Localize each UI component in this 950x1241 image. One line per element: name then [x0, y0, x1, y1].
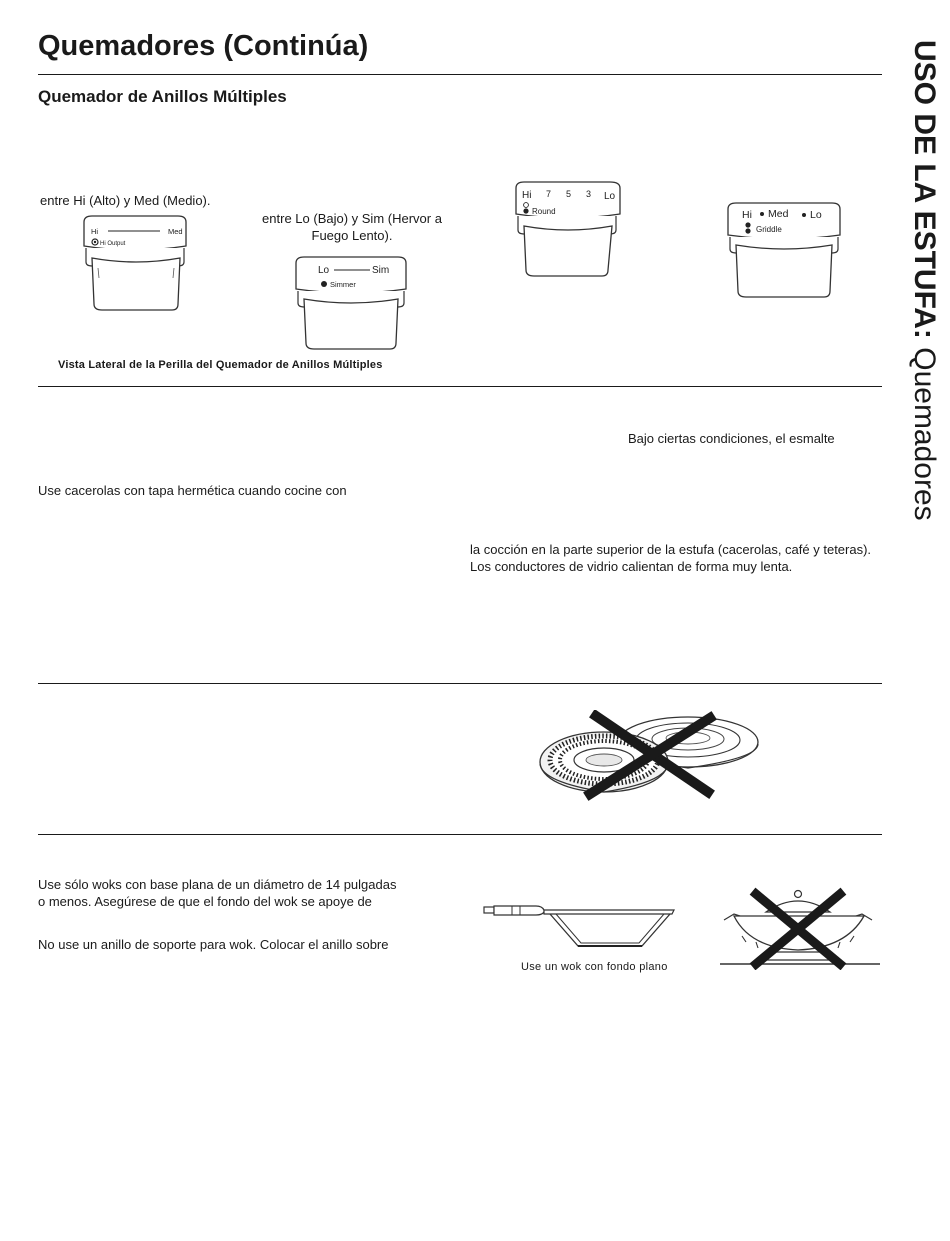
knob-hi-med-illustration: [78, 212, 193, 314]
side-tab: [905, 40, 943, 521]
knob2-left-label: Lo: [318, 265, 330, 276]
text-wok-line2: o menos. Asegúrese de que el fondo del wok se apoye de: [38, 894, 372, 909]
knob-round-illustration: [512, 180, 624, 280]
knob4-label-lo: Lo: [810, 209, 822, 221]
text-hi-med: entre Hi (Alto) y Med (Medio).: [40, 193, 211, 208]
knob2-indicator-label: Simmer: [330, 280, 356, 289]
knob1-indicator-label: Hi Output: [100, 241, 126, 247]
knob3-label-hi: Hi: [522, 190, 532, 201]
knob4-label-hi: Hi: [742, 209, 752, 221]
knob-lo-sim-illustration: [292, 255, 412, 351]
section-rule-1: [38, 386, 882, 387]
text-wok-line1: Use sólo woks con base plana de un diámetro de 14 pulgadas: [38, 877, 397, 892]
section-heading-multi-ring: Quemador de Anillos Múltiples: [38, 87, 287, 106]
knob1-right-label: Med: [168, 227, 183, 236]
knob1-left-label: Hi: [91, 227, 99, 236]
knob3-label-5: 5: [566, 189, 572, 199]
knob3-indicator-label: Round: [532, 207, 556, 216]
section-rule-3: [38, 834, 882, 835]
knob3-label-7: 7: [546, 189, 552, 199]
text-wok-ring: No use un anillo de soporte para wok. Colocar el anillo sobre: [38, 937, 389, 952]
text-glass: la cocción en la parte superior de la estufa (cacerolas, café y teteras). Los conductores de vidrio calientan de forma muy lenta.: [470, 542, 872, 574]
side-tab-regular: Quemadores: [908, 338, 941, 521]
knob-caption: Vista Lateral de la Perilla del Quemador de Anillos Múltiples: [58, 359, 383, 371]
knob-griddle-illustration: [724, 201, 846, 299]
page-title: Quemadores (Continúa): [38, 30, 369, 62]
section-rule-2: [38, 683, 882, 684]
knob4-label-med: Med: [768, 208, 789, 220]
text-lo-sim: entre Lo (Bajo) y Sim (Hervor a Fuego Lento).: [262, 211, 442, 243]
knob3-label-3: 3: [586, 189, 592, 199]
side-tab-bold: USO DE LA ESTUFA:: [908, 40, 941, 339]
text-lid: Use cacerolas con tapa hermética cuando cocine con: [38, 483, 347, 498]
wok-ring-illustration: [716, 886, 884, 970]
flat-wok-illustration: [482, 898, 678, 954]
text-enamel: Bajo ciertas condiciones, el esmalte: [628, 431, 835, 446]
knob3-label-lo: Lo: [604, 191, 616, 202]
title-rule: [38, 74, 882, 75]
burner-caps-illustration: [538, 710, 770, 802]
knob2-right-label: Sim: [372, 265, 390, 276]
knob4-indicator-label: Griddle: [756, 225, 782, 234]
flat-wok-caption: Use un wok con fondo plano: [521, 961, 668, 973]
